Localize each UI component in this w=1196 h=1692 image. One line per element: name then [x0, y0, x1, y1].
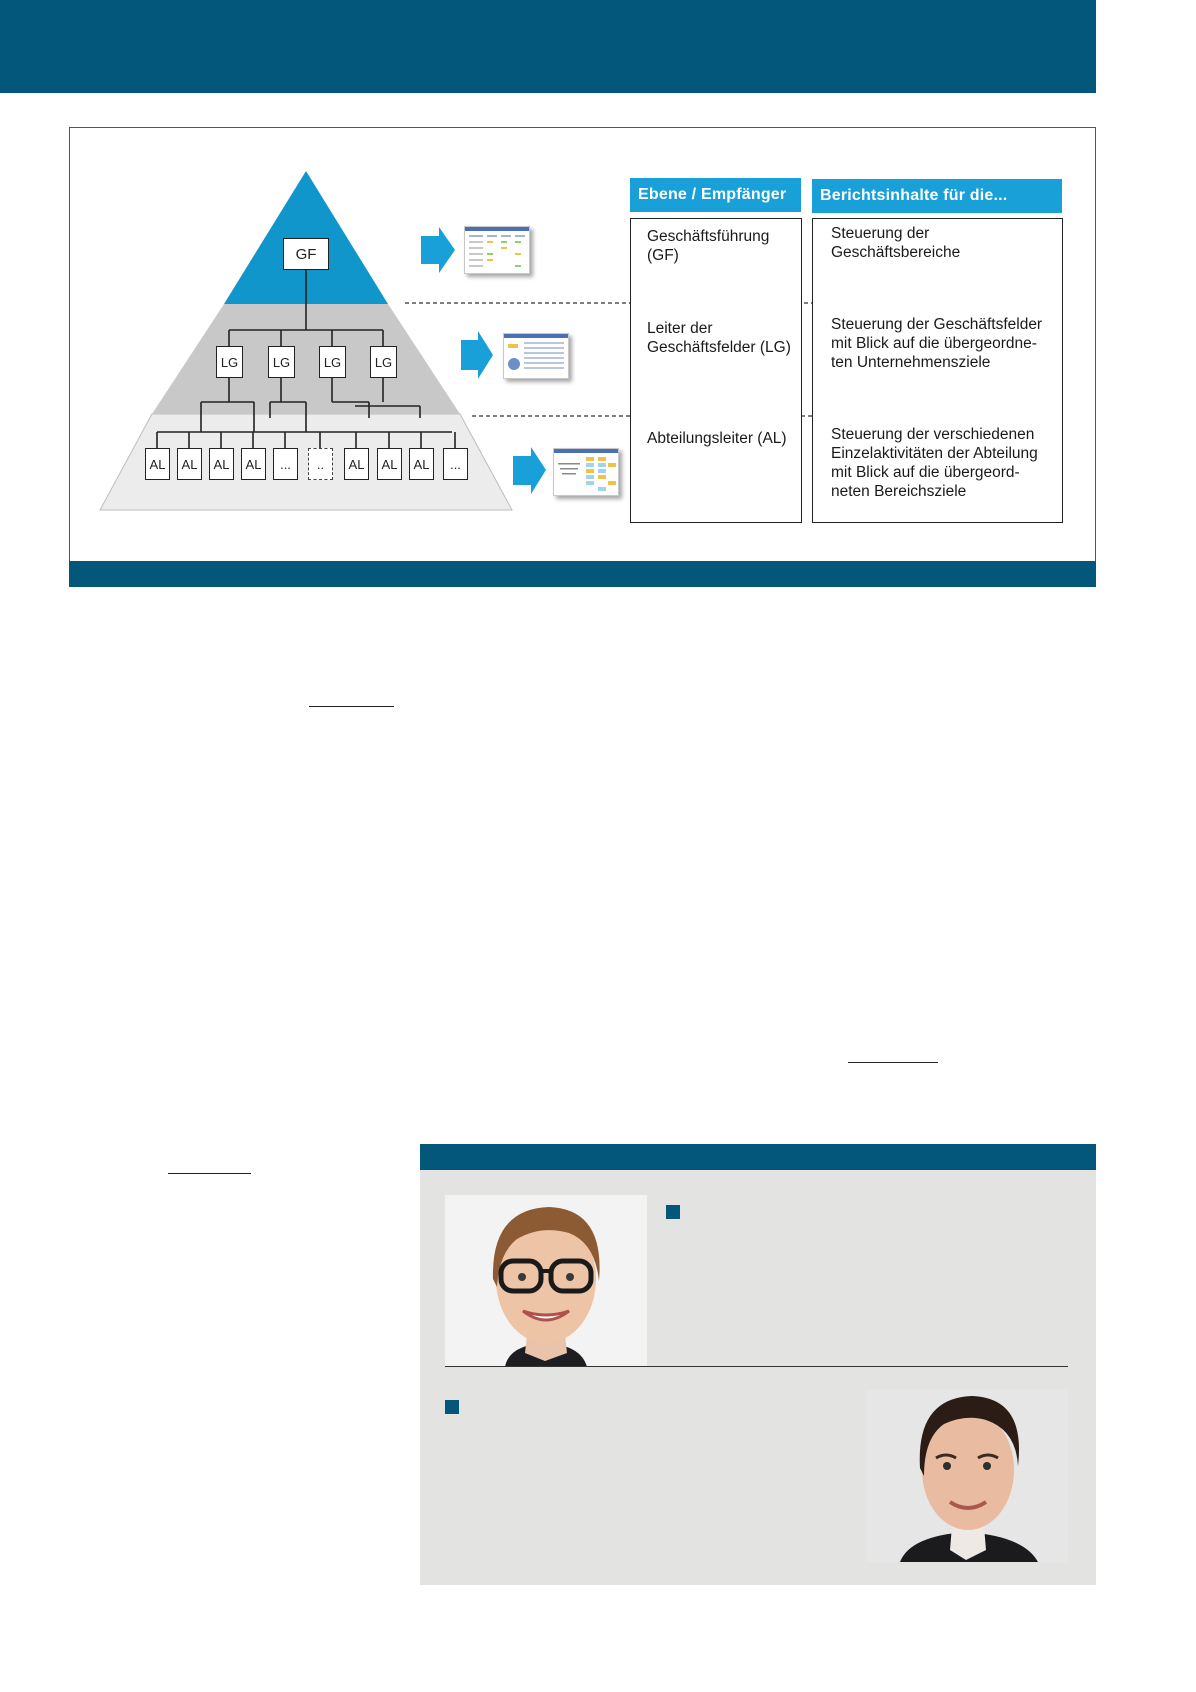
author-divider	[445, 1366, 1068, 1367]
node-al: AL	[145, 448, 170, 480]
bullet-square-icon	[666, 1205, 680, 1219]
table-header-level: Ebene / Empfänger	[630, 178, 801, 212]
node-placeholder: ..	[308, 448, 333, 480]
table-header-content: Berichtsinhalte für die...	[812, 179, 1062, 213]
table-cell-content: Steuerung der verschiedenen Einzelaktivitäten der Abteilung mit Blick auf die übergeord- neten Bereichsziele	[831, 426, 1038, 500]
report-thumbnail-gf	[464, 226, 530, 274]
node-al: AL	[209, 448, 234, 480]
node-ellipsis: ...	[273, 448, 298, 480]
author-box-header	[420, 1144, 1096, 1170]
bullet-square-icon	[445, 1400, 459, 1414]
node-lg: LG	[370, 346, 397, 378]
figure-footer-bar	[69, 561, 1096, 587]
node-al: AL	[241, 448, 266, 480]
arrow-right-icon	[461, 331, 493, 379]
node-lg: LG	[319, 346, 346, 378]
table-cell-level: Abteilungsleiter (AL)	[647, 430, 787, 447]
text-underline	[848, 1062, 938, 1063]
table-cell-level: Leiter der Geschäftsfelder (LG)	[647, 320, 791, 356]
node-lg: LG	[216, 346, 243, 378]
table-cell-level: Geschäftsführung (GF)	[647, 228, 770, 264]
node-ellipsis: ...	[443, 448, 468, 480]
node-lg: LG	[268, 346, 295, 378]
portrait-photo-author-1	[445, 1195, 647, 1367]
node-al: AL	[344, 448, 369, 480]
report-thumbnail-al	[553, 448, 619, 496]
node-gf: GF	[283, 238, 329, 270]
text-underline	[168, 1173, 251, 1174]
table-cell-content: Steuerung der Geschäftsbereiche	[831, 225, 961, 261]
arrow-right-icon	[513, 447, 546, 494]
text-underline	[309, 706, 394, 707]
table-cell-content: Steuerung der Geschäftsfelder mit Blick auf die übergeordne- ten Unternehmensziele	[831, 316, 1043, 371]
node-al: AL	[177, 448, 202, 480]
portrait-photo-author-2	[866, 1390, 1068, 1562]
report-thumbnail-lg	[503, 333, 569, 379]
node-al: AL	[409, 448, 434, 480]
arrow-right-icon	[421, 227, 455, 273]
node-al: AL	[377, 448, 402, 480]
